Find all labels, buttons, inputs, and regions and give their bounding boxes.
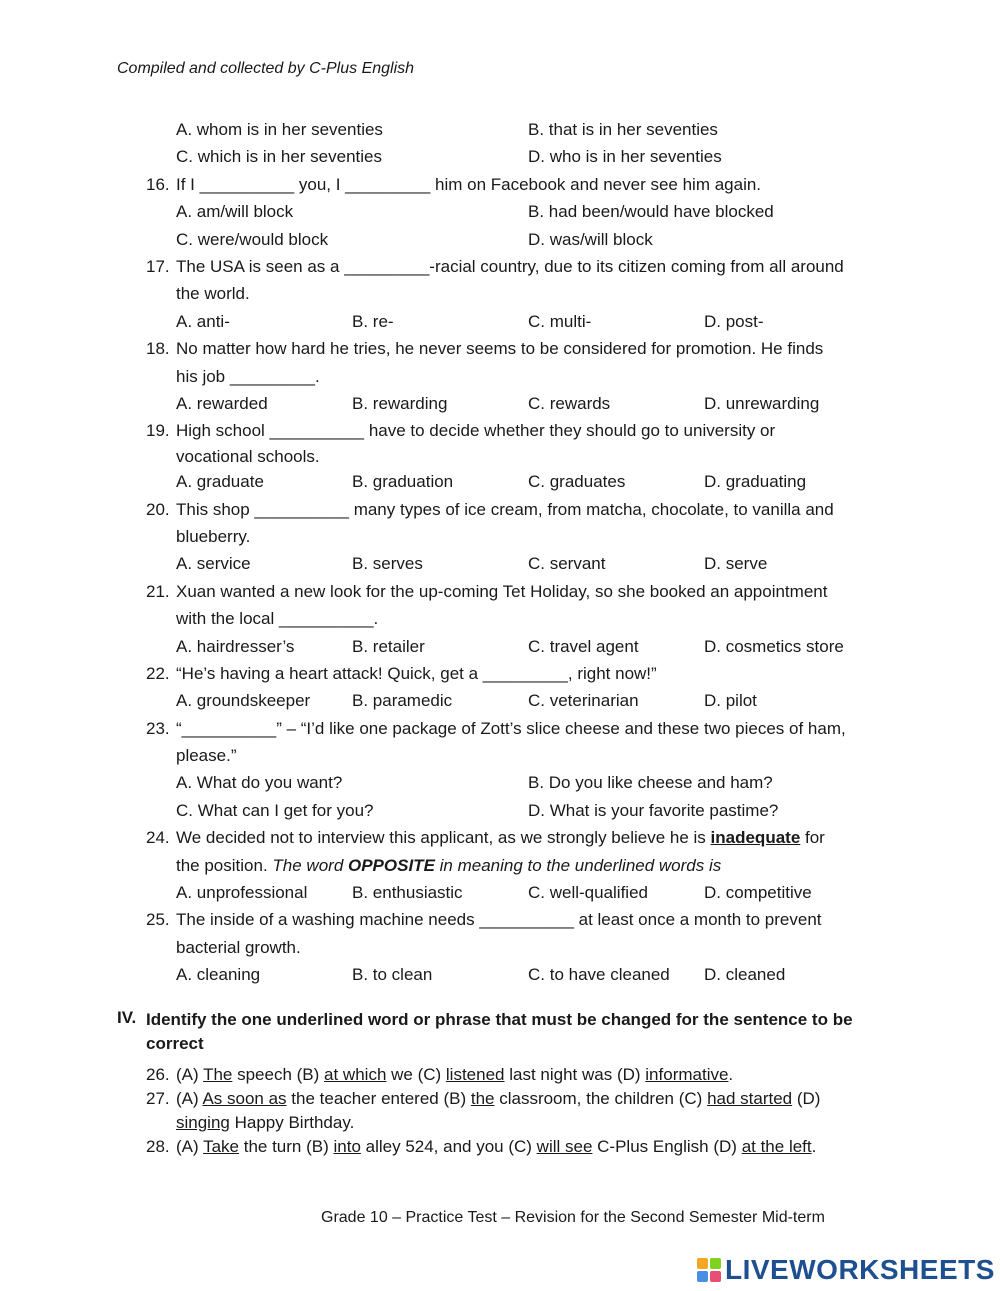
q21-text-line2: with the local __________. (176, 609, 379, 629)
q15-option-c[interactable]: C. which is in her seventies (176, 147, 382, 167)
q28-end: . (811, 1137, 817, 1156)
q26-label-c: we (C) (386, 1065, 446, 1084)
q15-options-row1 (146, 116, 891, 143)
q20-stem (146, 496, 891, 523)
q25-option-d[interactable]: D. cleaned (704, 965, 786, 985)
q17-options (146, 308, 891, 335)
q21-stem-cont (146, 605, 891, 632)
q28-underline-d[interactable]: at the left (741, 1137, 812, 1156)
q24-options (146, 879, 891, 906)
q18-option-b[interactable]: B. rewarding (352, 393, 448, 413)
q16-option-d[interactable]: D. was/will block (528, 229, 653, 249)
q25-number: 25. (146, 910, 170, 930)
q20-option-b[interactable]: B. serves (352, 554, 423, 574)
q16-option-c[interactable]: C. were/would block (176, 229, 329, 249)
q17-option-d[interactable]: D. post- (704, 311, 764, 331)
q20-options (146, 550, 891, 577)
logo-blocks-icon (697, 1258, 721, 1282)
q20-option-c[interactable]: C. servant (528, 554, 606, 574)
q26-label-b: speech (B) (232, 1065, 325, 1084)
q24-text-line1 (176, 824, 825, 851)
q21-text-line1: Xuan wanted a new look for the up-coming Tet Holiday, so she booked an appointment (176, 581, 828, 601)
q27-end: Happy Birthday. (229, 1113, 355, 1132)
q23-options-row2 (146, 797, 891, 824)
q27-label-a: (A) (176, 1089, 203, 1108)
q24-number: 24. (146, 828, 170, 848)
q27-label-b: the teacher entered (B) (286, 1089, 471, 1108)
q16-option-b[interactable]: B. had been/would have blocked (528, 202, 774, 222)
q24-text-pre: We decided not to interview this applicant, as we strongly believe he is (176, 828, 711, 848)
q19-text-line2: vocational schools. (176, 446, 320, 466)
q24-stem (146, 824, 891, 851)
q24-option-a[interactable]: A. unprofessional (176, 883, 308, 903)
q17-option-c[interactable]: C. multi- (528, 311, 592, 331)
q23-option-d[interactable]: D. What is your favorite pastime? (528, 800, 779, 820)
q27-text (176, 1087, 820, 1111)
questions-section-3 (146, 116, 891, 989)
logo-block-3 (697, 1271, 708, 1282)
q28-label-a: (A) (176, 1137, 204, 1156)
q25-options (146, 961, 891, 988)
q22-options (146, 687, 891, 714)
logo-text: LIVEWORKSHEETS (725, 1254, 995, 1285)
q26-number: 26. (146, 1065, 170, 1084)
q28-text (176, 1135, 816, 1159)
q17-option-a[interactable]: A. anti- (176, 311, 230, 331)
section-iv-number: IV. (117, 1008, 137, 1027)
q19-stem (146, 417, 891, 444)
q26-label-d: last night was (D) (504, 1065, 646, 1084)
liveworksheets-logo[interactable] (697, 1254, 995, 1286)
q24-instruction-part2: in meaning to the underlined words is (434, 855, 722, 875)
page-footer: Grade 10 – Practice Test – Revision for the Second Semester Mid-term (321, 1209, 825, 1226)
q22-option-c[interactable]: C. veterinarian (528, 691, 639, 711)
q26-end: . (728, 1065, 734, 1084)
q18-stem-cont (146, 363, 891, 390)
q18-stem (146, 335, 891, 362)
q23-number: 23. (146, 718, 170, 738)
q16-option-a[interactable]: A. am/will block (176, 202, 294, 222)
q21-stem (146, 578, 891, 605)
q25-stem (146, 906, 891, 933)
q25-text-line2: bacterial growth. (176, 937, 301, 957)
q23-option-c[interactable]: C. What can I get for you? (176, 800, 374, 820)
q27-label-c: classroom, the children (C) (494, 1089, 708, 1108)
logo-block-2 (710, 1258, 721, 1269)
q16-stem (146, 171, 891, 198)
q28-line (146, 1135, 906, 1159)
q16-number: 16. (146, 174, 170, 194)
q27-line (146, 1087, 906, 1111)
q19-option-a[interactable]: A. graduate (176, 472, 264, 492)
q19-option-d[interactable]: D. graduating (704, 472, 807, 492)
q26-underline-c[interactable]: listened (445, 1065, 505, 1084)
q23-option-b[interactable]: B. Do you like cheese and ham? (528, 773, 773, 793)
q18-option-c[interactable]: C. rewards (528, 393, 611, 413)
q22-option-d[interactable]: D. pilot (704, 691, 757, 711)
q22-text: “He’s having a heart attack! Quick, get a _________, right now!” (176, 663, 657, 683)
q27-label-d: (D) (792, 1089, 821, 1108)
q28-label-c: alley 524, and you (C) (360, 1137, 537, 1156)
q19-options (146, 468, 891, 495)
q18-number: 18. (146, 339, 170, 359)
q24-text-post: for (800, 828, 825, 848)
q27-underline-c[interactable]: had started (707, 1089, 793, 1108)
q19-text-line1: High school __________ have to decide whether they should go to university or (176, 421, 776, 441)
q21-options (146, 633, 891, 660)
q27-underline-b[interactable]: the (470, 1089, 495, 1108)
q19-option-c[interactable]: C. graduates (528, 472, 626, 492)
q20-number: 20. (146, 499, 170, 519)
q28-label-d: C-Plus English (D) (592, 1137, 742, 1156)
q19-number: 19. (146, 421, 170, 441)
q18-options (146, 390, 891, 417)
q20-option-a[interactable]: A. service (176, 554, 251, 574)
q22-option-b[interactable]: B. paramedic (352, 691, 453, 711)
q26-text (176, 1063, 733, 1087)
q20-option-d[interactable]: D. serve (704, 554, 768, 574)
q16-text: If I __________ you, I _________ him on Facebook and never see him again. (176, 174, 762, 194)
q24-option-d[interactable]: D. competitive (704, 883, 812, 903)
q26-underline-d[interactable]: informative (645, 1065, 729, 1084)
q22-number: 22. (146, 663, 170, 683)
q21-number: 21. (146, 581, 170, 601)
q28-underline-b[interactable]: into (333, 1137, 361, 1156)
q23-stem (146, 715, 891, 742)
q28-number: 28. (146, 1137, 170, 1156)
q24-instruction-opposite: OPPOSITE (348, 855, 435, 875)
q20-text-line2: blueberry. (176, 526, 251, 546)
q25-option-c[interactable]: C. to have cleaned (528, 965, 670, 985)
q15-options-row2 (146, 143, 891, 170)
q28-underline-a[interactable]: Take (203, 1137, 239, 1156)
q22-stem (146, 660, 891, 687)
q23-stem-cont (146, 742, 891, 769)
q18-option-d[interactable]: D. unrewarding (704, 393, 820, 413)
q17-stem (146, 253, 891, 280)
q24-line2-pre: the position. (176, 855, 273, 875)
q17-number: 17. (146, 256, 170, 276)
q24-text-line2 (176, 852, 721, 879)
q18-text-line2: his job _________. (176, 366, 320, 386)
q26-underline-a[interactable]: The (203, 1065, 233, 1084)
q27-underline-a[interactable]: As soon as (202, 1089, 287, 1108)
section-iv-title: Identify the one underlined word or phrase that must be changed for the sentence to be correct (146, 1010, 853, 1053)
q21-option-c[interactable]: C. travel agent (528, 636, 639, 656)
q28-underline-c[interactable]: will see (536, 1137, 593, 1156)
q22-option-a[interactable]: A. groundskeeper (176, 691, 311, 711)
q18-text-line1: No matter how hard he tries, he never seems to be considered for promotion. He finds (176, 339, 824, 359)
q19-option-b[interactable]: B. graduation (352, 472, 454, 492)
q24-instruction-part1: The word (272, 855, 348, 875)
q23-options-row1 (146, 769, 891, 796)
q24-option-b[interactable]: B. enthusiastic (352, 883, 463, 903)
q24-underlined-word: inadequate (710, 828, 801, 848)
q18-option-a[interactable]: A. rewarded (176, 393, 268, 413)
page-header: Compiled and collected by C-Plus English (117, 60, 415, 77)
q20-text-line1: This shop __________ many types of ice cream, from matcha, chocolate, to vanilla and (176, 499, 834, 519)
q23-text-line2: please.” (176, 746, 237, 766)
questions-section-4 (146, 1063, 906, 1159)
q26-label-a: (A) (176, 1065, 204, 1084)
q27-number: 27. (146, 1089, 170, 1108)
q23-text-line1: “__________” – “I’d like one package of Zott’s slice cheese and these two pieces of ham, (176, 718, 846, 738)
q28-label-b: the turn (B) (239, 1137, 334, 1156)
q16-options-row2 (146, 226, 891, 253)
logo-block-1 (697, 1258, 708, 1269)
q26-line (146, 1063, 906, 1087)
q21-option-a[interactable]: A. hairdresser’s (176, 636, 295, 656)
q23-option-a[interactable]: A. What do you want? (176, 773, 343, 793)
q15-option-b[interactable]: B. that is in her seventies (528, 120, 718, 139)
q20-stem-cont (146, 523, 891, 550)
q27-line-cont (146, 1111, 906, 1135)
q16-options-row1 (146, 198, 891, 225)
q21-option-b[interactable]: B. retailer (352, 636, 425, 656)
q17-stem-cont (146, 280, 891, 307)
q25-stem-cont (146, 934, 891, 961)
q24-option-c[interactable]: C. well-qualified (528, 883, 648, 903)
q21-option-d[interactable]: D. cosmetics store (704, 636, 844, 656)
q15-option-d[interactable]: D. who is in her seventies (528, 147, 722, 167)
q19-stem-cont (146, 445, 891, 469)
q27-underline-d[interactable]: singing (176, 1113, 230, 1132)
q26-underline-b[interactable]: at which (324, 1065, 387, 1084)
q15-option-a[interactable]: A. whom is in her seventies (176, 120, 383, 139)
q25-option-a[interactable]: A. cleaning (176, 965, 261, 985)
q25-text-line1: The inside of a washing machine needs __________ at least once a month to prevent (176, 910, 822, 930)
q17-text-line1: The USA is seen as a _________-racial country, due to its citizen coming from all around (176, 256, 844, 276)
logo-block-4 (710, 1271, 721, 1282)
q27-text-cont (176, 1111, 354, 1135)
q25-option-b[interactable]: B. to clean (352, 965, 433, 985)
q17-option-b[interactable]: B. re- (352, 311, 394, 331)
q24-stem-cont (146, 852, 891, 879)
q17-text-line2: the world. (176, 284, 250, 304)
